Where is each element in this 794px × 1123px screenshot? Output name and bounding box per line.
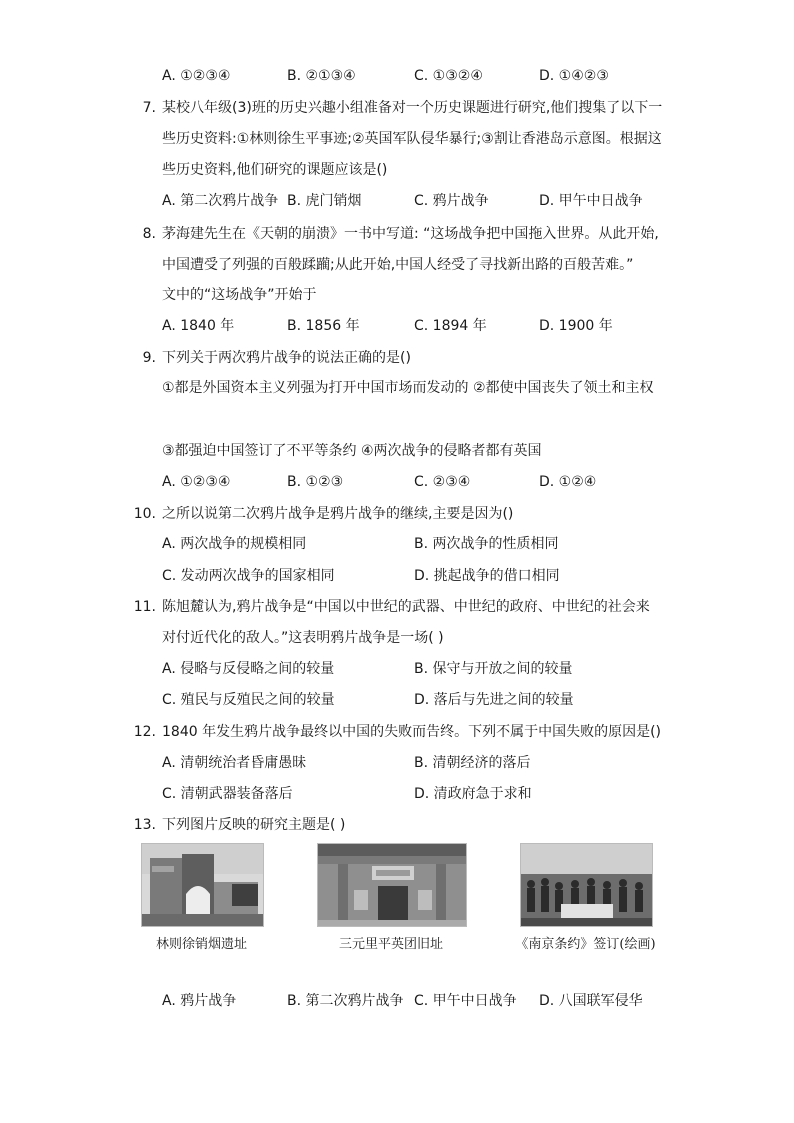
treaty-of-nanking-painting (520, 843, 653, 927)
q7-option-b[interactable]: B. 虎门销烟 (287, 193, 362, 209)
q7-option-d[interactable]: D. 甲午中日战争 (539, 193, 643, 209)
q6-option-b[interactable]: B. ②①③④ (287, 68, 356, 84)
caption-sanyuanli-site: 三元里平英团旧址 (338, 937, 443, 952)
q9-stem-line-3: ③都强迫中国签订了不平等条约 ④两次战争的侵略者都有英国 (162, 443, 542, 459)
q12-option-b[interactable]: B. 清朝经济的落后 (414, 755, 531, 771)
q8-option-a[interactable]: A. 1840 年 (162, 318, 235, 334)
q7-option-c[interactable]: C. 鸦片战争 (414, 193, 489, 209)
q11-stem-line-1: 陈旭麓认为,鸦片战争是“中国以中世纪的武器、中世纪的政府、中世纪的社会来 (162, 599, 650, 615)
q10-option-b[interactable]: B. 两次战争的性质相同 (414, 536, 559, 552)
q9-option-c[interactable]: C. ②③④ (414, 474, 471, 490)
q12-option-c[interactable]: C. 清朝武器装备落后 (162, 786, 293, 802)
caption-treaty-of-nanking: 《南京条约》签订(绘画) (515, 937, 656, 952)
q7-stem-line-1: 某校八年级(3)班的历史兴趣小组准备对一个历史课题进行研究,他们搜集了以下一 (162, 100, 663, 116)
q10-option-d[interactable]: D. 挑起战争的借口相同 (414, 568, 560, 584)
q9-option-d[interactable]: D. ①②④ (539, 474, 597, 490)
q6-option-a[interactable]: A. ①②③④ (162, 68, 231, 84)
q11-stem-line-2: 对付近代化的敌人。”这表明鸦片战争是一场( ) (162, 630, 444, 646)
q7-stem-line-3: 些历史资料,他们研究的课题应该是() (162, 162, 388, 178)
q6-option-c[interactable]: C. ①③②④ (414, 68, 483, 84)
q10-option-c[interactable]: C. 发动两次战争的国家相同 (162, 568, 335, 584)
q13-option-d[interactable]: D. 八国联军侵华 (539, 993, 643, 1009)
q8-stem-line-3: 文中的“这场战争”开始于 (162, 287, 317, 303)
q10-number: 10. (133, 506, 156, 522)
q8-stem-line-1: 茅海建先生在《天朝的崩溃》一书中写道: “这场战争把中国拖入世界。从此开始, (162, 226, 659, 242)
q12-option-d[interactable]: D. 清政府急于求和 (414, 786, 532, 802)
q7-option-a[interactable]: A. 第二次鸦片战争 (162, 193, 279, 209)
q11-option-c[interactable]: C. 殖民与反殖民之间的较量 (162, 692, 335, 708)
q12-number: 12. (133, 724, 156, 740)
q9-stem-line-1: 下列关于两次鸦片战争的说法正确的是() (162, 350, 411, 366)
q10-stem-line-1: 之所以说第二次鸦片战争是鸦片战争的继续,主要是因为() (162, 506, 514, 522)
q8-option-d[interactable]: D. 1900 年 (539, 318, 613, 334)
q8-option-b[interactable]: B. 1856 年 (287, 318, 360, 334)
q9-option-a[interactable]: A. ①②③④ (162, 474, 231, 490)
q13-option-c[interactable]: C. 甲午中日战争 (414, 993, 517, 1009)
q9-option-b[interactable]: B. ①②③ (287, 474, 344, 490)
q7-stem-line-2: 些历史资料:①林则徐生平事迹;②英国军队侵华暴行;③割让香港岛示意图。根据这 (162, 131, 662, 147)
q6-option-d[interactable]: D. ①④②③ (539, 68, 609, 84)
q11-number: 11. (133, 599, 156, 615)
q13-number: 13. (133, 817, 156, 833)
q12-option-a[interactable]: A. 清朝统治者昏庸愚昧 (162, 755, 307, 771)
q11-option-b[interactable]: B. 保守与开放之间的较量 (414, 661, 573, 677)
q12-stem-line-1: 1840 年发生鸦片战争最终以中国的失败而告终。下列不属于中国失败的原因是() (162, 724, 662, 740)
q7-number: 7. (142, 100, 156, 116)
q13-stem-line-1: 下列图片反映的研究主题是( ) (162, 817, 346, 833)
caption-opium-destruction-site: 林则徐销烟遗址 (155, 937, 247, 952)
q10-option-a[interactable]: A. 两次战争的规模相同 (162, 536, 307, 552)
q13-option-b[interactable]: B. 第二次鸦片战争 (287, 993, 404, 1009)
q9-stem-line-2: ①都是外国资本主义列强为打开中国市场而发动的 ②都使中国丧失了领土和主权 (162, 380, 654, 396)
q8-stem-line-2: 中国遭受了列强的百般蹂躏;从此开始,中国人经受了寻找新出路的百般苦难。” (162, 257, 634, 273)
q9-number: 9. (142, 350, 156, 366)
opium-destruction-site-photo (141, 843, 264, 927)
q8-number: 8. (142, 226, 156, 242)
sanyuanli-site-photo (317, 843, 467, 927)
q8-option-c[interactable]: C. 1894 年 (414, 318, 487, 334)
q11-option-d[interactable]: D. 落后与先进之间的较量 (414, 692, 574, 708)
q11-option-a[interactable]: A. 侵略与反侵略之间的较量 (162, 661, 335, 677)
q13-option-a[interactable]: A. 鸦片战争 (162, 993, 237, 1009)
